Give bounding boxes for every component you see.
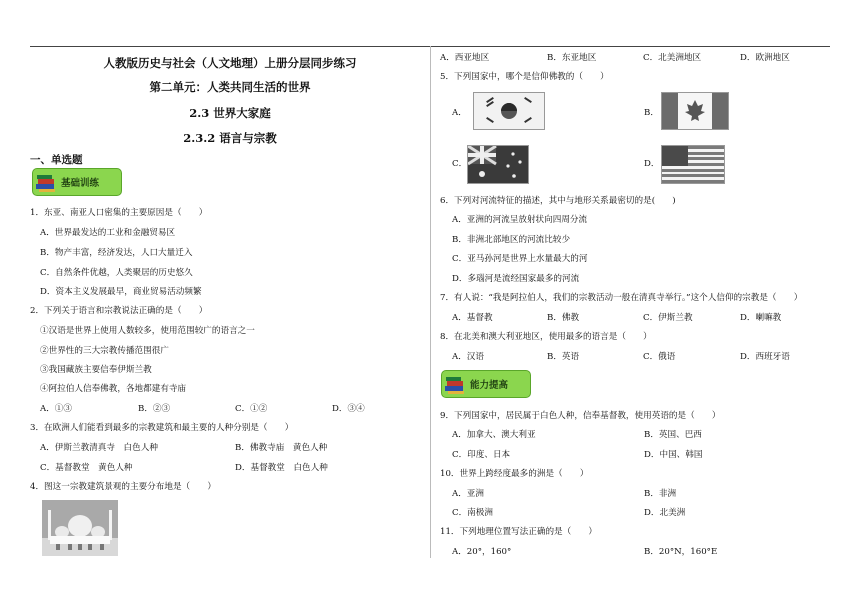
column-divider bbox=[430, 46, 431, 558]
q2-option-d[interactable]: D．③④ bbox=[332, 404, 365, 414]
part-title: 一、单选题 bbox=[30, 154, 83, 166]
q2-option-a[interactable]: A．①③ bbox=[40, 404, 72, 414]
unit-title: 第二单元：人类共同生活的世界 bbox=[149, 80, 311, 94]
q11-stem: 11．下列地理位置写法正确的是（ ） bbox=[440, 527, 598, 537]
q11-option-b[interactable]: B．20°N，160°E bbox=[644, 547, 718, 557]
q3-option-c[interactable]: C．基督教堂 黄色人种 bbox=[40, 463, 133, 473]
q10-stem: 10．世界上跨经度最多的洲是（ ） bbox=[440, 469, 589, 479]
q1-option-a[interactable]: A．世界最发达的工业和金融贸易区 bbox=[40, 228, 176, 238]
q7-option-b[interactable]: B．佛教 bbox=[547, 313, 580, 323]
q2-option-c[interactable]: C．①② bbox=[235, 404, 268, 414]
q4-option-c[interactable]: C．北美洲地区 bbox=[643, 53, 702, 63]
q8-stem: 8．在北美和澳大利亚地区，使用最多的语言是（ ） bbox=[440, 332, 652, 342]
badge-basic-training bbox=[32, 168, 122, 196]
q6-option-b[interactable]: B．非洲北部地区的河流比较少 bbox=[452, 235, 571, 245]
q1-option-d[interactable]: D．资本主义发展最早，商业贸易活动频繁 bbox=[40, 287, 202, 297]
q3-option-a[interactable]: A．伊斯兰教清真寺 白色人种 bbox=[40, 443, 158, 453]
korea-flag-icon[interactable] bbox=[473, 92, 545, 130]
q5-stem: 5．下列国家中，哪个是信仰佛教的（ ） bbox=[440, 72, 609, 82]
badge-label: 基础训练 bbox=[61, 178, 100, 189]
q5-option-c[interactable]: C． bbox=[452, 159, 468, 169]
q9-option-d[interactable]: D．中国、韩国 bbox=[644, 450, 703, 460]
q6-stem: 6．下列对河流特征的描述，其中与地形关系最密切的是( ) bbox=[440, 196, 676, 206]
q7-option-c[interactable]: C．伊斯兰教 bbox=[643, 313, 693, 323]
doc-title: 人教版历史与社会（人文地理）上册分层同步练习 bbox=[103, 56, 357, 70]
q10-option-a[interactable]: A．亚洲 bbox=[452, 489, 484, 499]
q5-option-a[interactable]: A． bbox=[452, 108, 467, 118]
badge-ability-improvement bbox=[441, 370, 531, 398]
q2-statement-1: ①汉语是世界上使用人数较多，使用范围较广的语言之一 bbox=[40, 326, 255, 336]
q6-option-a[interactable]: A．亚洲的河流呈放射状向四周分流 bbox=[452, 215, 588, 225]
usa-flag-icon[interactable] bbox=[661, 145, 725, 184]
q1-option-c[interactable]: C．自然条件优越，人类聚居的历史悠久 bbox=[40, 268, 193, 278]
q3-stem: 3．在欧洲人们能看到最多的宗教建筑和最主要的人种分别是（ ） bbox=[30, 423, 294, 433]
q8-option-c[interactable]: C．俄语 bbox=[643, 352, 676, 362]
q7-option-a[interactable]: A．基督教 bbox=[452, 313, 493, 323]
q7-stem: 7．有人说：“我是阿拉伯人，我们的宗教活动一般在清真寺举行。”这个人信仰的宗教是（ ） bbox=[440, 293, 803, 303]
q9-option-b[interactable]: B．英国、巴西 bbox=[644, 430, 702, 440]
q4-option-d[interactable]: D．欧洲地区 bbox=[740, 53, 790, 63]
q9-stem: 9．下列国家中，居民属于白色人种，信奉基督教，使用英语的是（ ） bbox=[440, 411, 721, 421]
q10-option-d[interactable]: D．北美洲 bbox=[644, 508, 686, 518]
q5-option-b[interactable]: B． bbox=[644, 108, 659, 118]
australia-flag-icon[interactable] bbox=[467, 145, 529, 184]
q3-option-d[interactable]: D．基督教堂 白色人种 bbox=[235, 463, 328, 473]
q7-option-d[interactable]: D．喇嘛教 bbox=[740, 313, 782, 323]
q10-option-c[interactable]: C．南极洲 bbox=[452, 508, 493, 518]
q11-option-a[interactable]: A．20°，160° bbox=[452, 547, 512, 557]
q4-option-a[interactable]: A．西亚地区 bbox=[440, 53, 490, 63]
q8-option-d[interactable]: D．西班牙语 bbox=[740, 352, 790, 362]
q1-stem: 1．东亚、南亚人口密集的主要原因是（ ） bbox=[30, 208, 208, 218]
books-icon bbox=[33, 169, 59, 195]
books-icon bbox=[442, 371, 468, 397]
badge-label: 能力提高 bbox=[470, 380, 509, 391]
q6-option-c[interactable]: C．亚马孙河是世界上水量最大的河 bbox=[452, 254, 588, 264]
q3-option-b[interactable]: B．佛教寺庙 黄色人种 bbox=[235, 443, 328, 453]
section-title: 2.3.2 语言与宗教 bbox=[183, 131, 277, 145]
q4-stem: 4．图这一宗教建筑景观的主要分布地是（ ） bbox=[30, 482, 216, 492]
canada-flag-icon[interactable] bbox=[661, 92, 729, 130]
q2-statement-3: ③我国藏族主要信奉伊斯兰教 bbox=[40, 365, 152, 375]
q10-option-b[interactable]: B．非洲 bbox=[644, 489, 677, 499]
q4-option-b[interactable]: B．东亚地区 bbox=[547, 53, 597, 63]
mosque-photo bbox=[42, 500, 118, 556]
q2-statement-2: ②世界性的三大宗教传播范围很广 bbox=[40, 346, 169, 356]
q2-option-b[interactable]: B．②③ bbox=[138, 404, 171, 414]
q1-option-b[interactable]: B．物产丰富，经济发达，人口大量迁入 bbox=[40, 248, 193, 258]
lesson-title: 2.3 世界大家庭 bbox=[189, 106, 271, 120]
q9-option-a[interactable]: A．加拿大、澳大利亚 bbox=[452, 430, 536, 440]
q2-stem: 2．下列关于语言和宗教说法正确的是（ ） bbox=[30, 306, 208, 316]
q5-option-d[interactable]: D． bbox=[644, 159, 660, 169]
q8-option-b[interactable]: B．英语 bbox=[547, 352, 580, 362]
q9-option-c[interactable]: C．印度、日本 bbox=[452, 450, 511, 460]
q6-option-d[interactable]: D．多瑙河是流经国家最多的河流 bbox=[452, 274, 580, 284]
q8-option-a[interactable]: A．汉语 bbox=[452, 352, 484, 362]
q2-statement-4: ④阿拉伯人信奉佛教，各地都建有寺庙 bbox=[40, 384, 187, 394]
